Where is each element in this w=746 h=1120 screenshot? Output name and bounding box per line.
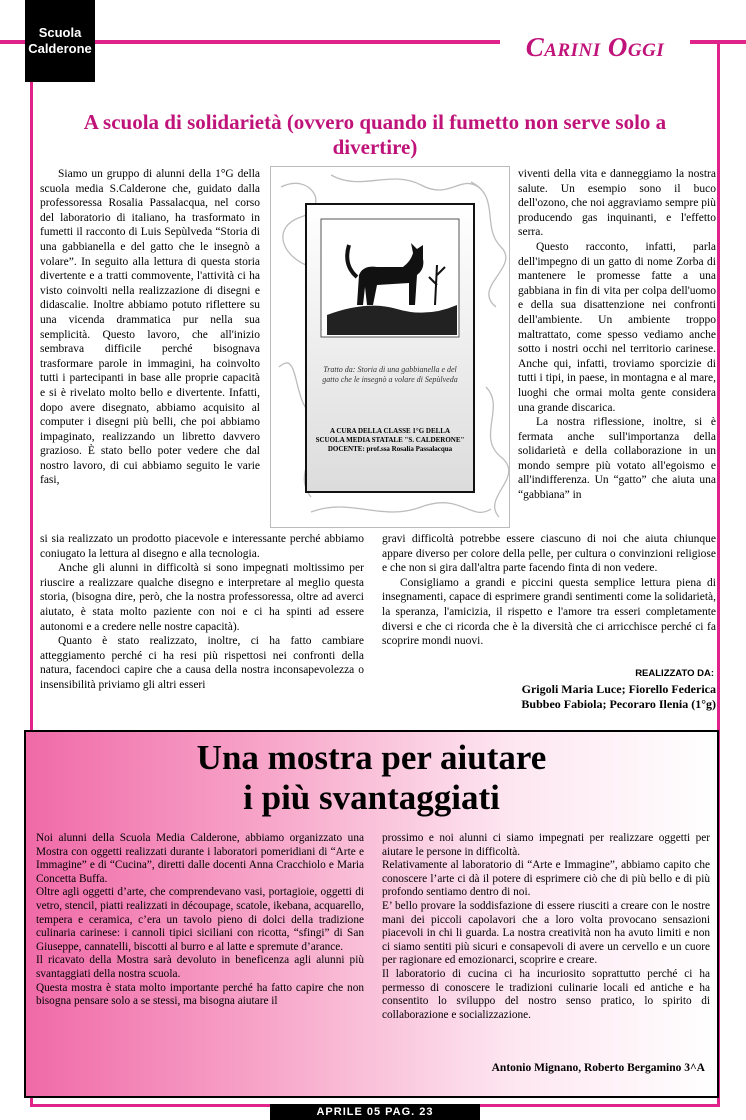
exhibition-article-box: [24, 730, 719, 1098]
header-rule-left: [0, 40, 25, 44]
article-paragraph: Consigliamo a grandi e piccini questa semplice lettura piena di insegnamenti, capace di esprimere grandi sentimenti come la solidarietà, la speranza, l'amicizia, il rispetto e l'amore tra esseri completamente diversi e che ci ricorda che è la diversità che ci arricchisce perché ci fa scoprire mondi nuovi.: [382, 576, 717, 648]
article-paragraph: si sia realizzato un prodotto piacevole e interessante perché abbiamo coniugato la lettura al disegno e alla tecnologia.: [40, 533, 364, 560]
article-paragraph: viventi della vita e danneggiamo la nostra salute. Un esempio sono il buco dell'ozono, che noi aggraviamo sempre più producendo gas inquinanti, e l'effetto serra.: [518, 168, 716, 239]
article-paragraph: Questo racconto, infatti, parla dell'impegno di un gatto di nome Zorba di mantenere le promesse fatte a una gabbiana in fin di vita per colpa dell'uomo e della sua disattenzione nei confronti dell'ambiente. Un ambiente troppo maltrattato, come spesso vediamo anche sotto i nostri occhi nel territorio carinese. Anche qui, infatti, troviamo sporcizie di tutti i tipi, in paese, in montagna e al mare, luoghi che ormai molta gente considera una grande discarica.: [518, 240, 716, 414]
logo-line-1: Scuola: [38, 25, 82, 40]
article-credits: [521, 682, 716, 712]
school-logo: [25, 0, 95, 82]
box-paragraph: prossimo e noi alunni ci siamo impegnati per realizzare oggetti per aiutare le persone in difficoltà.: [382, 832, 710, 858]
credit-line: Grigoli Maria Luce; Fiorello Federica: [521, 682, 716, 696]
cat-silhouette-icon: [307, 205, 473, 355]
book-cover: [305, 203, 475, 493]
masthead: Carini Oggi: [525, 32, 665, 62]
article-right-column: [518, 167, 716, 503]
article-paragraph: gravi difficoltà potrebbe essere ciascuno di noi che aiuta chiunque appare diverso per colore della pelle, per cultura o convinzioni religiose e che non si gira dall'altra parte facendo finta di non vedere.: [382, 533, 716, 575]
box-signature: Antonio Mignano, Roberto Bergamino 3^A: [491, 1062, 705, 1074]
article-paragraph: Quanto è stato realizzato, inoltre, ci ha fatto cambiare atteggiamento perché ci ha resi più rispettosi nei confronti della natura, facendoci capire che a causa della nostra inconsapevolezza o insensibilità priviamo gli altri esseri: [40, 635, 364, 691]
box-title-line: Una mostra per aiutare: [196, 738, 547, 777]
page-footer: APRILE 05 PAG. 23: [270, 1104, 480, 1120]
article-paragraph: La nostra riflessione, inoltre, si è fermata anche sull'importanza della solidarietà e della collaborazione in un mondo sempre più votato all'egoismo e all'indifferenza. Un “gatto” che aiuta una “gabbiana” in: [518, 416, 716, 502]
article-paragraph: Anche gli alunni in difficoltà si sono impegnati moltissimo per riuscire a realizzare qualche disegno e interpretare al meglio questa storia, (bisogna dire, però, che la nostra professoressa, oltre ad averci aiutato, è stata molto paziente con noi e ci ha spinti ad essere autonomi e a credere nelle nostre capacità).: [40, 562, 364, 633]
box-paragraph: Oltre agli oggetti d’arte, che comprendevano vasi, portagioie, oggetti di vetro, stencil, piatti realizzati in découpage, scatole, ikebana, acquarello, tempera e ceramica, c’era un tavolo pieno di dolci della tradizione culinaria carinese: i cannoli tipici siciliani con ricotta, “sfingi” di San Giuseppe, cannatelli, biscotti al burro e al latte e spremute d’arance.: [36, 886, 364, 953]
box-title: [26, 738, 717, 818]
article-left-column: [40, 167, 260, 488]
credit-line: Bubbeo Fabiola; Pecoraro Ilenia (1°g): [521, 697, 716, 711]
box-paragraph: Relativamente al laboratorio di “Arte e Immagine”, abbiamo capito che conoscere l’arte ci dà il potere di esprimere ciò che di più bello e di più profondo sentiamo dentro di noi.: [382, 859, 710, 899]
credit-label: REALIZZATO DA:: [635, 668, 714, 679]
box-paragraph: E’ bello provare la soddisfazione di essere riusciti a creare con le nostre mani dei piccoli capolavori che a loro volta provocano sensazioni piacevoli in chi li guarda. La nostra creatività non ha avuto limiti e non ci siamo sentiti più sicuri e consapevoli di avere un cervello e un cuore per ragionare ed emozionarci, scoprire e creare.: [382, 899, 710, 967]
box-paragraph: Noi alunni della Scuola Media Calderone, abbiamo organizzato una Mostra con oggetti realizzati durante i laboratori pomeridiani di “Arte e Immagine” e di “Cucina”, diretti dalle docenti Anna Cracchiolo e Maria Concetta Buffa.: [36, 832, 364, 885]
box-paragraph: Il laboratorio di cucina ci ha incuriosito soprattutto perché ci ha permesso di conoscere le tradizioni culinarie locali ed antiche e ha consentito lo sviluppo del nostro senso pratico, lo spirito di collaborazione e socializzazione.: [382, 967, 710, 1021]
logo-line-2: Calderone: [28, 41, 92, 56]
book-cover-illustration: [270, 166, 510, 528]
cover-credit: A CURA DELLA CLASSE 1°G DELLA SCUOLA MEDIA STATALE "S. CALDERONE" DOCENTE: prof.ssa Rosalia Passalacqua: [315, 427, 465, 453]
box-paragraph: Il ricavato della Mostra sarà devoluto in beneficenza agli alunni più svantaggiati della nostra scuola.: [36, 954, 364, 980]
article-lower-left-column: [40, 532, 364, 693]
article-lower-right-column: [382, 532, 716, 649]
box-left-column: [36, 832, 364, 1009]
article-paragraph: Siamo un gruppo di alunni della 1°G della scuola media S.Calderone che, guidato dalla professoressa Rosalia Passalacqua, nel corso del laboratorio di italiano, ha trasformato in fumetti il racconto di Luis Sepùlveda “Storia di una gabbianella e del gatto che le insegnò a volare”. In seguito alla lettura di questa storia divertente e a tratti commovente, l'attività ci ha visto coinvolti nella realizzazione di disegni e didascalie. Inoltre abbiamo potuto riflettere su una vicenda drammatica pur nella sua semplicità. Questo lavoro, che all'inizio sembrava difficile perché bisognava trasformare parole in immagini, ha coinvolto tutti i partecipanti in base alle proprie capacità e si è rivelato molto bello e divertente. Infatti, dopo avere disegnato, abbiamo acquisito al computer i disegni più belli, che poi abbiamo impaginato, realizzando un libretto davvero grazioso. È stato bello poter vedere che dal nostro lavoro, di cui abbiamo seguito le varie fasi,: [40, 168, 260, 487]
box-title-line: i più svantaggiati: [243, 778, 500, 817]
cover-caption: Tratto da: Storia di una gabbianella e del gatto che le insegnò a volare di Sepùlveda: [322, 365, 458, 384]
article-title: A scuola di solidarietà (ovvero quando il fumetto non serve solo a divertire): [83, 110, 667, 159]
box-paragraph: Questa mostra è stata molto importante perché ha fatto capire che non bisogna pensare solo a se stessi, ma bisogna aiutare il: [36, 981, 364, 1008]
box-right-column: [382, 832, 710, 1022]
